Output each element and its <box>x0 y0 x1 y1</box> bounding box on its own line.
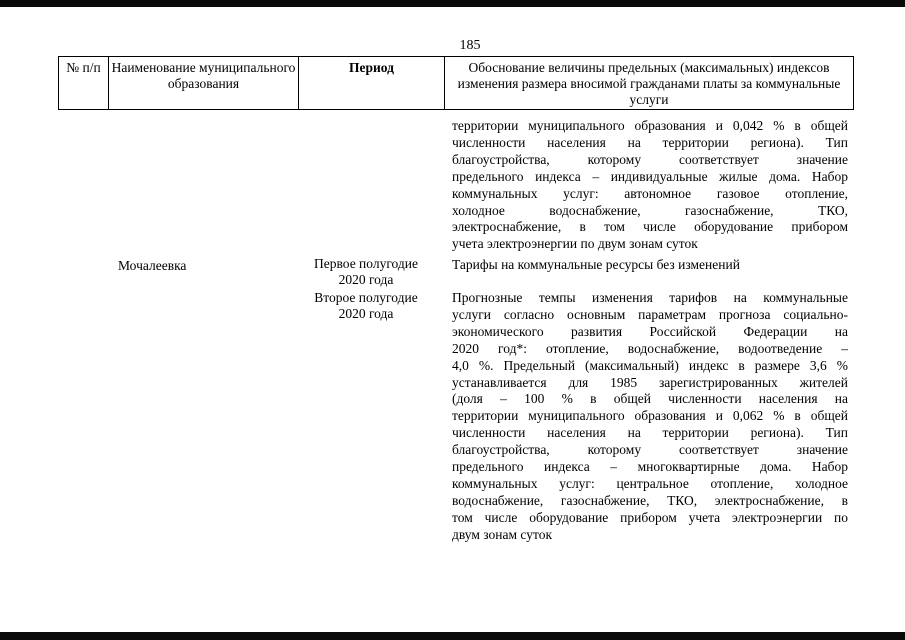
text-line: водоснабжение, газоснабжение, ТКО, электроснабжение, в <box>452 492 848 508</box>
text-line: коммунальных услуг: центральное отопление, холодное <box>452 475 848 491</box>
table-header <box>58 56 854 110</box>
text-line: учета электроэнергии по двум зонам суток <box>452 236 698 252</box>
basis-continuation <box>452 118 848 253</box>
text-line: электроснабжение, в том числе оборудование прибором <box>452 219 848 235</box>
text-line: благоустройства, которому соответствует значение <box>452 151 848 167</box>
text-line: холодное водоснабжение, газоснабжение, ТКО, <box>452 202 848 218</box>
text-line: 2020 год*: отопление, водоснабжение, водоотведение – <box>452 340 848 356</box>
period-second-half: Второе полугодие 2020 года <box>314 290 418 321</box>
scan-border-bottom <box>0 632 905 640</box>
text-line: территории муниципального образования и 0,062 % в общей <box>452 408 848 424</box>
text-line: том числе оборудование прибором учета электроэнергии по <box>452 509 848 525</box>
text-line: коммунальных услуг: автономное газовое отопление, <box>452 185 848 201</box>
header-municipality: Наименование муниципального образования <box>109 57 299 109</box>
text-line: экономического развития Российской Федерации на <box>452 323 848 339</box>
header-basis: Обоснование величины предельных (максимальных) индексов изменения размера вносимой гражданами платы за коммунальные услуги <box>457 60 841 107</box>
page-number: 185 <box>459 38 481 53</box>
header-num: № п/п <box>59 57 109 109</box>
period-first-half: Первое полугодие 2020 года <box>314 256 418 287</box>
basis-second-half <box>452 290 848 544</box>
scan-border-top <box>0 0 905 7</box>
text-line: численности населения на территории региона). Тип <box>452 425 848 441</box>
municipality-name: Мочалеевка <box>118 258 187 273</box>
text-line: территории муниципального образования и 0,042 % в общей <box>452 118 848 133</box>
text-line: Прогнозные темпы изменения тарифов на коммунальные <box>452 290 848 305</box>
basis-first-half: Тарифы на коммунальные ресурсы без изменений <box>452 257 740 272</box>
text-line: предельного индекса – многоквартирные дома. Набор <box>452 459 848 475</box>
header-period: Период <box>299 57 445 109</box>
text-line: благоустройства, которому соответствует значение <box>452 442 848 458</box>
text-line: услуги согласно основным параметрам прогноза социально- <box>452 306 848 322</box>
text-line: 4,0 %. Предельный (максимальный) индекс в размере 3,6 % <box>452 357 848 373</box>
text-line: численности населения на территории региона). Тип <box>452 134 848 150</box>
text-line: устанавливается для 1985 зарегистрированных жителей <box>452 374 848 390</box>
text-line: двум зонам суток <box>452 526 553 542</box>
text-line: (доля – 100 % в общей численности населения на <box>452 391 848 407</box>
text-line: предельного индекса – индивидуальные жилые дома. Набор <box>452 168 848 184</box>
